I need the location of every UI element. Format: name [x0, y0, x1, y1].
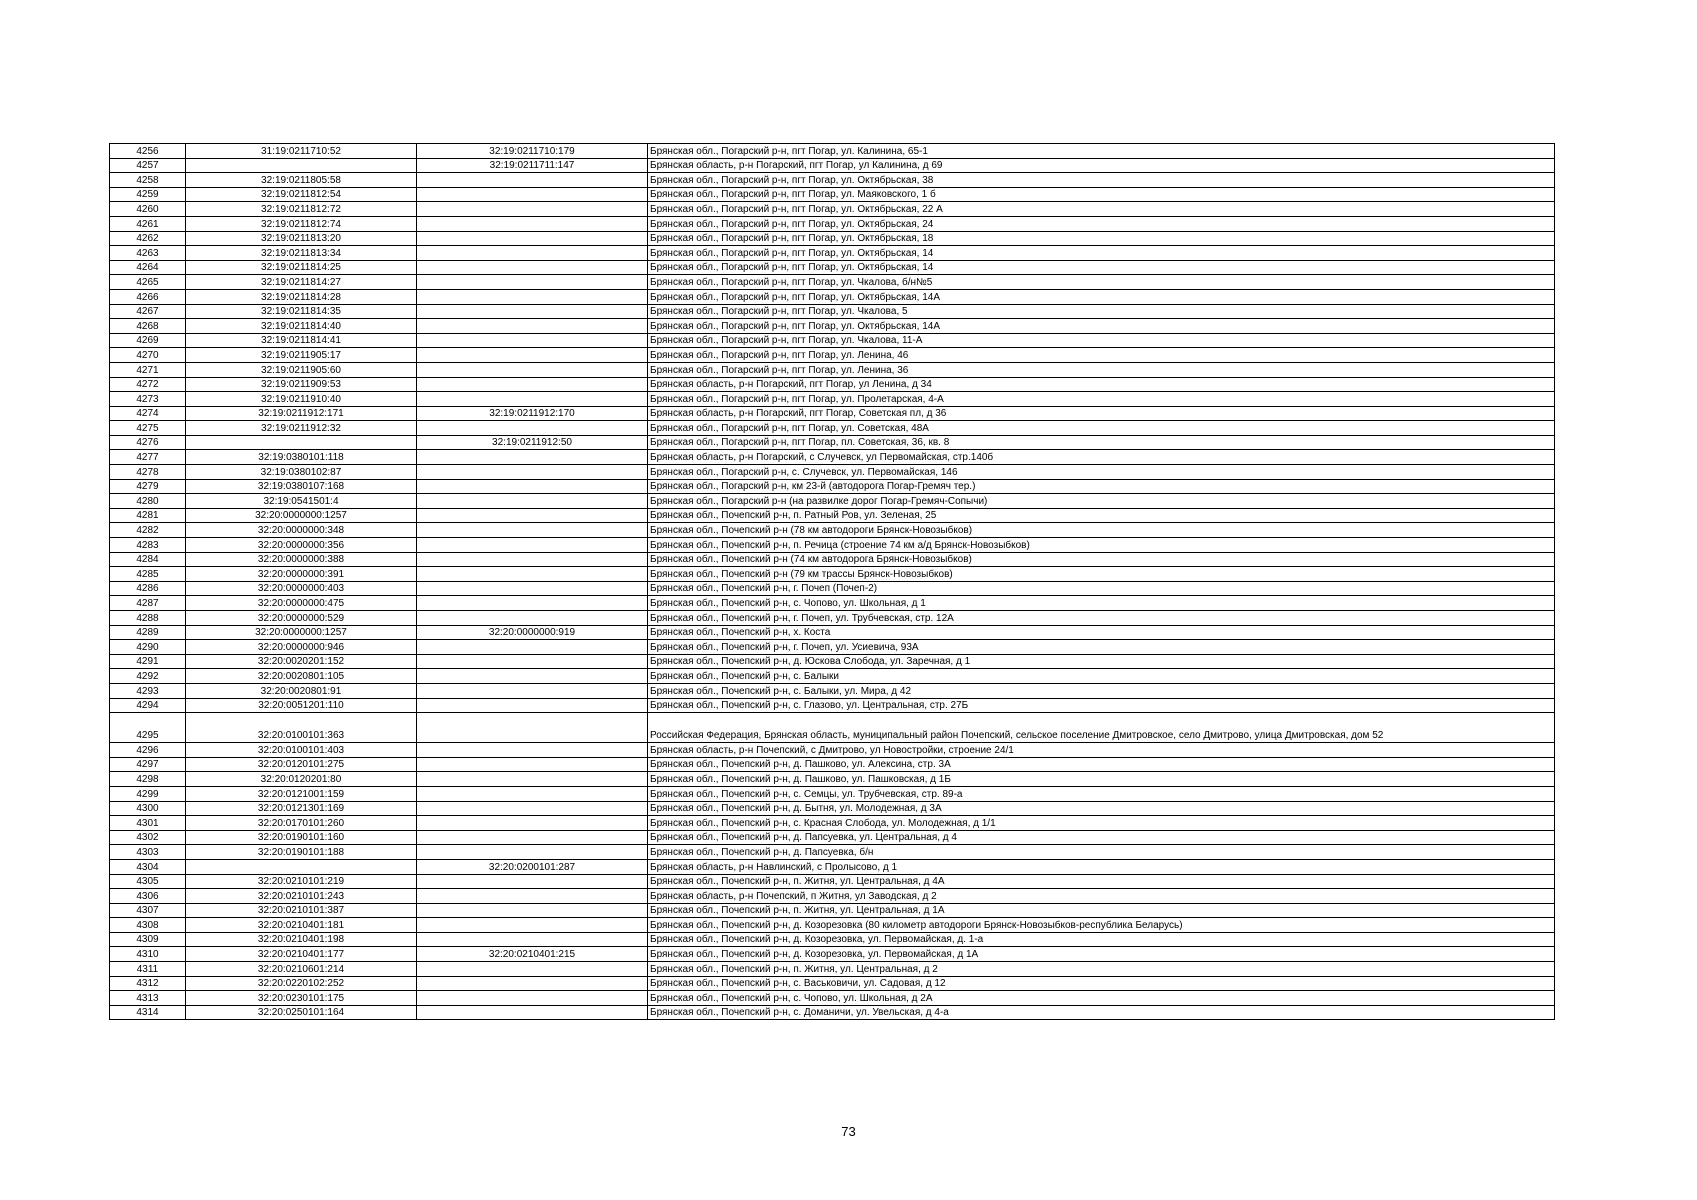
row-number-cell: 4285	[110, 567, 186, 582]
secondary-cadastral-number-cell: 32:20:0200101:287	[417, 859, 648, 874]
table-row	[110, 698, 1555, 713]
address-cell: Брянская обл., Погарский р-н, пгт Погар, ул. Чкалова, б/н№5	[648, 275, 1555, 290]
address-cell: Брянская обл., Почепский р-н, г. Почеп, ул. Усиевича, 93А	[648, 640, 1555, 655]
address-cell: Брянская область, р-н Погарский, пгт Погар, ул Ленина, д 34	[648, 377, 1555, 392]
secondary-cadastral-number-cell	[417, 654, 648, 669]
row-number-cell: 4272	[110, 377, 186, 392]
secondary-cadastral-number-cell	[417, 640, 648, 655]
address-cell: Брянская обл., Почепский р-н, д. Пашково, ул. Пашковская, д 1Б	[648, 772, 1555, 787]
table-row	[110, 362, 1555, 377]
table-row	[110, 406, 1555, 421]
row-number-cell: 4277	[110, 450, 186, 465]
secondary-cadastral-number-cell	[417, 683, 648, 698]
table-row	[110, 611, 1555, 626]
registry-table	[109, 143, 1555, 1020]
cadastral-number-cell: 32:19:0541501:4	[186, 494, 417, 509]
address-cell: Брянская обл., Почепский р-н, д. Папсуевка, ул. Центральная, д 4	[648, 830, 1555, 845]
table-row	[110, 187, 1555, 202]
cadastral-number-cell: 32:20:0000000:391	[186, 567, 417, 582]
table-row	[110, 552, 1555, 567]
table-row	[110, 581, 1555, 596]
table-row	[110, 435, 1555, 450]
address-cell: Брянская обл., Почепский р-н, с. Васьковичи, ул. Садовая, д 12	[648, 976, 1555, 991]
cadastral-number-cell: 32:19:0211805:58	[186, 173, 417, 188]
table-row	[110, 231, 1555, 246]
secondary-cadastral-number-cell	[417, 991, 648, 1006]
cadastral-number-cell: 32:20:0000000:356	[186, 538, 417, 553]
address-cell: Брянская обл., Почепский р-н, х. Коста	[648, 625, 1555, 640]
table-row	[110, 991, 1555, 1006]
cadastral-number-cell: 32:20:0121001:159	[186, 786, 417, 801]
row-number-cell: 4270	[110, 348, 186, 363]
cadastral-number-cell: 32:20:0121301:169	[186, 801, 417, 816]
cadastral-number-cell: 32:19:0211909:53	[186, 377, 417, 392]
document-page	[109, 143, 1554, 1020]
cadastral-number-cell: 32:19:0211905:17	[186, 348, 417, 363]
row-number-cell: 4257	[110, 158, 186, 173]
table-row	[110, 772, 1555, 787]
address-cell: Брянская обл., Почепский р-н (79 км трассы Брянск-Новозыбков)	[648, 567, 1555, 582]
table-row	[110, 903, 1555, 918]
secondary-cadastral-number-cell	[417, 289, 648, 304]
cadastral-number-cell: 32:19:0211814:25	[186, 260, 417, 275]
row-number-cell: 4311	[110, 962, 186, 977]
table-row	[110, 801, 1555, 816]
row-number-cell: 4271	[110, 362, 186, 377]
table-row	[110, 377, 1555, 392]
row-number-cell: 4287	[110, 596, 186, 611]
address-cell: Брянская обл., Почепский р-н, с. Балыки	[648, 669, 1555, 684]
secondary-cadastral-number-cell	[417, 319, 648, 334]
row-number-cell: 4286	[110, 581, 186, 596]
secondary-cadastral-number-cell	[417, 801, 648, 816]
row-number-cell: 4297	[110, 757, 186, 772]
cadastral-number-cell: 32:20:0210401:198	[186, 932, 417, 947]
table-row	[110, 743, 1555, 758]
row-number-cell: 4308	[110, 918, 186, 933]
address-cell: Брянская обл., Погарский р-н, пгт Погар, ул. Октябрьская, 14А	[648, 289, 1555, 304]
table-row	[110, 567, 1555, 582]
address-cell: Брянская обл., Погарский р-н, пгт Погар, ул. Чкалова, 11-А	[648, 333, 1555, 348]
cadastral-number-cell: 32:19:0211813:34	[186, 246, 417, 261]
row-number-cell: 4290	[110, 640, 186, 655]
cadastral-number-cell: 32:19:0211814:27	[186, 275, 417, 290]
address-cell: Брянская обл., Погарский р-н, пгт Погар, ул. Октябрьская, 14А	[648, 319, 1555, 334]
table-row	[110, 275, 1555, 290]
table-row	[110, 713, 1555, 743]
table-row	[110, 260, 1555, 275]
cadastral-number-cell: 32:20:0220102:252	[186, 976, 417, 991]
table-row	[110, 625, 1555, 640]
address-cell: Брянская обл., Почепский р-н, с. Доманичи, ул. Увельская, д 4-а	[648, 1005, 1555, 1020]
address-cell: Брянская обл., Погарский р-н, пгт Погар, ул. Октябрьская, 18	[648, 231, 1555, 246]
table-row	[110, 757, 1555, 772]
address-cell: Брянская обл., Почепский р-н, п. Житня, ул. Центральная, д 4А	[648, 874, 1555, 889]
row-number-cell: 4278	[110, 465, 186, 480]
row-number-cell: 4294	[110, 698, 186, 713]
secondary-cadastral-number-cell: 32:19:0211912:170	[417, 406, 648, 421]
secondary-cadastral-number-cell	[417, 275, 648, 290]
row-number-cell: 4267	[110, 304, 186, 319]
cadastral-number-cell: 32:20:0210101:243	[186, 889, 417, 904]
address-cell: Брянская обл., Почепский р-н, п. Житня, ул. Центральная, д 1А	[648, 903, 1555, 918]
secondary-cadastral-number-cell	[417, 698, 648, 713]
cadastral-number-cell: 32:19:0211814:40	[186, 319, 417, 334]
cadastral-number-cell: 32:19:0211912:32	[186, 421, 417, 436]
secondary-cadastral-number-cell	[417, 348, 648, 363]
cadastral-number-cell: 32:20:0020801:105	[186, 669, 417, 684]
table-row	[110, 494, 1555, 509]
row-number-cell: 4305	[110, 874, 186, 889]
table-row	[110, 348, 1555, 363]
secondary-cadastral-number-cell	[417, 362, 648, 377]
row-number-cell: 4280	[110, 494, 186, 509]
cadastral-number-cell: 32:19:0211912:171	[186, 406, 417, 421]
secondary-cadastral-number-cell	[417, 932, 648, 947]
cadastral-number-cell: 32:19:0211814:28	[186, 289, 417, 304]
table-row	[110, 450, 1555, 465]
address-cell: Брянская область, р-н Почепский, с Дмитрово, ул Новостройки, строение 24/1	[648, 743, 1555, 758]
address-cell: Брянская обл., Почепский р-н, д. Папсуевка, б/н	[648, 845, 1555, 860]
table-row	[110, 202, 1555, 217]
address-cell: Брянская обл., Погарский р-н, км 23-й (автодорога Погар-Гремяч тер.)	[648, 479, 1555, 494]
address-cell: Брянская обл., Погарский р-н, пгт Погар, ул. Октябрьская, 22 А	[648, 202, 1555, 217]
table-row	[110, 830, 1555, 845]
table-row	[110, 859, 1555, 874]
address-cell: Российская Федерация, Брянская область, муниципальный район Почепский, сельское поселение Дмитровское, село Дмитрово, улица Дмитровская, дом 52	[648, 713, 1555, 743]
row-number-cell: 4296	[110, 743, 186, 758]
address-cell: Брянская обл., Погарский р-н, пгт Погар, пл. Советская, 36, кв. 8	[648, 435, 1555, 450]
row-number-cell: 4269	[110, 333, 186, 348]
secondary-cadastral-number-cell	[417, 976, 648, 991]
cadastral-number-cell: 32:20:0210601:214	[186, 962, 417, 977]
address-cell: Брянская обл., Почепский р-н, д. Юскова Слобода, ул. Заречная, д 1	[648, 654, 1555, 669]
row-number-cell: 4293	[110, 683, 186, 698]
address-cell: Брянская обл., Погарский р-н (на развилке дорог Погар-Гремяч-Сопычи)	[648, 494, 1555, 509]
secondary-cadastral-number-cell	[417, 611, 648, 626]
secondary-cadastral-number-cell	[417, 830, 648, 845]
table-row	[110, 947, 1555, 962]
address-cell: Брянская обл., Погарский р-н, пгт Погар, ул. Советская, 48А	[648, 421, 1555, 436]
secondary-cadastral-number-cell	[417, 567, 648, 582]
secondary-cadastral-number-cell	[417, 596, 648, 611]
address-cell: Брянская обл., Погарский р-н, пгт Погар, ул. Октябрьская, 38	[648, 173, 1555, 188]
row-number-cell: 4260	[110, 202, 186, 217]
secondary-cadastral-number-cell	[417, 772, 648, 787]
cadastral-number-cell: 32:20:0190101:188	[186, 845, 417, 860]
secondary-cadastral-number-cell	[417, 962, 648, 977]
cadastral-number-cell: 32:20:0000000:529	[186, 611, 417, 626]
row-number-cell: 4302	[110, 830, 186, 845]
address-cell: Брянская область, р-н Погарский, пгт Погар, ул Калинина, д 69	[648, 158, 1555, 173]
cadastral-number-cell	[186, 158, 417, 173]
secondary-cadastral-number-cell	[417, 786, 648, 801]
secondary-cadastral-number-cell	[417, 494, 648, 509]
cadastral-number-cell: 32:20:0190101:160	[186, 830, 417, 845]
secondary-cadastral-number-cell	[417, 173, 648, 188]
cadastral-number-cell: 32:20:0020201:152	[186, 654, 417, 669]
secondary-cadastral-number-cell	[417, 377, 648, 392]
cadastral-number-cell	[186, 435, 417, 450]
row-number-cell: 4279	[110, 479, 186, 494]
cadastral-number-cell: 32:19:0211812:74	[186, 216, 417, 231]
secondary-cadastral-number-cell	[417, 421, 648, 436]
cadastral-number-cell: 32:20:0120101:275	[186, 757, 417, 772]
address-cell: Брянская обл., Почепский р-н, с. Чопово, ул. Школьная, д 2А	[648, 991, 1555, 1006]
secondary-cadastral-number-cell	[417, 845, 648, 860]
secondary-cadastral-number-cell	[417, 216, 648, 231]
cadastral-number-cell: 32:20:0000000:1257	[186, 625, 417, 640]
row-number-cell: 4291	[110, 654, 186, 669]
secondary-cadastral-number-cell	[417, 246, 648, 261]
secondary-cadastral-number-cell: 32:19:0211912:50	[417, 435, 648, 450]
cadastral-number-cell: 32:20:0000000:946	[186, 640, 417, 655]
cadastral-number-cell: 32:20:0250101:164	[186, 1005, 417, 1020]
address-cell: Брянская обл., Почепский р-н, д. Пашково, ул. Алексина, стр. 3А	[648, 757, 1555, 772]
cadastral-number-cell: 32:19:0380101:118	[186, 450, 417, 465]
secondary-cadastral-number-cell	[417, 743, 648, 758]
cadastral-number-cell: 32:20:0000000:1257	[186, 508, 417, 523]
page-number: 73	[841, 1124, 856, 1139]
cadastral-number-cell: 32:20:0170101:260	[186, 816, 417, 831]
row-number-cell: 4273	[110, 392, 186, 407]
table-row	[110, 319, 1555, 334]
address-cell: Брянская обл., Погарский р-н, пгт Погар, ул. Калинина, 65-1	[648, 144, 1555, 159]
cadastral-number-cell: 32:20:0210401:181	[186, 918, 417, 933]
secondary-cadastral-number-cell: 32:20:0000000:919	[417, 625, 648, 640]
table-row	[110, 596, 1555, 611]
address-cell: Брянская обл., Погарский р-н, пгт Погар, ул. Пролетарская, 4-А	[648, 392, 1555, 407]
row-number-cell: 4256	[110, 144, 186, 159]
table-row	[110, 333, 1555, 348]
table-row	[110, 465, 1555, 480]
cadastral-number-cell: 32:20:0210101:387	[186, 903, 417, 918]
row-number-cell: 4258	[110, 173, 186, 188]
row-number-cell: 4304	[110, 859, 186, 874]
secondary-cadastral-number-cell	[417, 757, 648, 772]
row-number-cell: 4265	[110, 275, 186, 290]
address-cell: Брянская обл., Погарский р-н, пгт Погар, ул. Чкалова, 5	[648, 304, 1555, 319]
secondary-cadastral-number-cell	[417, 465, 648, 480]
table-row	[110, 1005, 1555, 1020]
table-row	[110, 918, 1555, 933]
cadastral-number-cell	[186, 859, 417, 874]
table-row	[110, 683, 1555, 698]
address-cell: Брянская обл., Погарский р-н, пгт Погар, ул. Ленина, 46	[648, 348, 1555, 363]
secondary-cadastral-number-cell	[417, 508, 648, 523]
cadastral-number-cell: 32:20:0000000:388	[186, 552, 417, 567]
cadastral-number-cell: 32:20:0020801:91	[186, 683, 417, 698]
cadastral-number-cell: 32:20:0120201:80	[186, 772, 417, 787]
secondary-cadastral-number-cell	[417, 889, 648, 904]
row-number-cell: 4283	[110, 538, 186, 553]
address-cell: Брянская обл., Почепский р-н, с. Красная Слобода, ул. Молодежная, д 1/1	[648, 816, 1555, 831]
registry-table-body	[110, 144, 1555, 1020]
address-cell: Брянская обл., Почепский р-н, с. Глазово, ул. Центральная, стр. 27Б	[648, 698, 1555, 713]
cadastral-number-cell: 32:20:0000000:475	[186, 596, 417, 611]
table-row	[110, 144, 1555, 159]
secondary-cadastral-number-cell	[417, 538, 648, 553]
address-cell: Брянская обл., Почепский р-н, д. Бытня, ул. Молодежная, д 3А	[648, 801, 1555, 816]
secondary-cadastral-number-cell: 32:19:0211710:179	[417, 144, 648, 159]
cadastral-number-cell: 32:20:0051201:110	[186, 698, 417, 713]
table-row	[110, 158, 1555, 173]
table-row	[110, 962, 1555, 977]
address-cell: Брянская обл., Почепский р-н (74 км автодорога Брянск-Новозыбков)	[648, 552, 1555, 567]
secondary-cadastral-number-cell	[417, 552, 648, 567]
row-number-cell: 4264	[110, 260, 186, 275]
row-number-cell: 4303	[110, 845, 186, 860]
cadastral-number-cell: 32:20:0100101:403	[186, 743, 417, 758]
table-row	[110, 816, 1555, 831]
row-number-cell: 4275	[110, 421, 186, 436]
row-number-cell: 4295	[110, 713, 186, 743]
table-row	[110, 289, 1555, 304]
secondary-cadastral-number-cell	[417, 260, 648, 275]
address-cell: Брянская область, р-н Погарский, с Случевск, ул Первомайская, стр.140б	[648, 450, 1555, 465]
row-number-cell: 4301	[110, 816, 186, 831]
secondary-cadastral-number-cell	[417, 304, 648, 319]
row-number-cell: 4309	[110, 932, 186, 947]
table-row	[110, 669, 1555, 684]
table-row	[110, 479, 1555, 494]
row-number-cell: 4312	[110, 976, 186, 991]
cadastral-number-cell: 32:19:0211812:54	[186, 187, 417, 202]
table-row	[110, 654, 1555, 669]
row-number-cell: 4268	[110, 319, 186, 334]
row-number-cell: 4276	[110, 435, 186, 450]
table-row	[110, 216, 1555, 231]
address-cell: Брянская область, р-н Погарский, пгт Погар, Советская пл, д 36	[648, 406, 1555, 421]
secondary-cadastral-number-cell	[417, 231, 648, 246]
address-cell: Брянская обл., Погарский р-н, с. Случевск, ул. Первомайская, 146	[648, 465, 1555, 480]
row-number-cell: 4263	[110, 246, 186, 261]
row-number-cell: 4298	[110, 772, 186, 787]
row-number-cell: 4259	[110, 187, 186, 202]
address-cell: Брянская обл., Почепский р-н, г. Почеп, ул. Трубчевская, стр. 12А	[648, 611, 1555, 626]
cadastral-number-cell: 32:19:0211905:60	[186, 362, 417, 377]
cadastral-number-cell: 32:19:0211910:40	[186, 392, 417, 407]
row-number-cell: 4261	[110, 216, 186, 231]
cadastral-number-cell: 32:19:0211813:20	[186, 231, 417, 246]
address-cell: Брянская обл., Почепский р-н, д. Козорезовка, ул. Первомайская, д 1А	[648, 947, 1555, 962]
row-number-cell: 4299	[110, 786, 186, 801]
row-number-cell: 4292	[110, 669, 186, 684]
row-number-cell: 4310	[110, 947, 186, 962]
table-row	[110, 392, 1555, 407]
address-cell: Брянская обл., Погарский р-н, пгт Погар, ул. Ленина, 36	[648, 362, 1555, 377]
secondary-cadastral-number-cell	[417, 523, 648, 538]
address-cell: Брянская обл., Погарский р-н, пгт Погар, ул. Октябрьская, 14	[648, 246, 1555, 261]
row-number-cell: 4274	[110, 406, 186, 421]
secondary-cadastral-number-cell	[417, 918, 648, 933]
secondary-cadastral-number-cell	[417, 1005, 648, 1020]
cadastral-number-cell: 32:19:0211812:72	[186, 202, 417, 217]
secondary-cadastral-number-cell	[417, 816, 648, 831]
secondary-cadastral-number-cell	[417, 903, 648, 918]
secondary-cadastral-number-cell	[417, 450, 648, 465]
table-row	[110, 421, 1555, 436]
secondary-cadastral-number-cell	[417, 581, 648, 596]
table-row	[110, 889, 1555, 904]
row-number-cell: 4262	[110, 231, 186, 246]
cadastral-number-cell: 32:19:0380102:87	[186, 465, 417, 480]
row-number-cell: 4282	[110, 523, 186, 538]
table-row	[110, 508, 1555, 523]
cadastral-number-cell: 32:20:0210101:219	[186, 874, 417, 889]
table-row	[110, 976, 1555, 991]
address-cell: Брянская обл., Почепский р-н, д. Козорезовка, ул. Первомайская, д. 1-а	[648, 932, 1555, 947]
row-number-cell: 4306	[110, 889, 186, 904]
address-cell: Брянская обл., Почепский р-н, с. Семцы, ул. Трубчевская, стр. 89-а	[648, 786, 1555, 801]
address-cell: Брянская обл., Почепский р-н, д. Козорезовка (80 километр автодороги Брянск-Новозыбков-республика Беларусь)	[648, 918, 1555, 933]
cadastral-number-cell: 32:19:0380107:168	[186, 479, 417, 494]
table-row	[110, 304, 1555, 319]
table-row	[110, 538, 1555, 553]
cadastral-number-cell: 32:20:0000000:348	[186, 523, 417, 538]
address-cell: Брянская обл., Почепский р-н, с. Балыки, ул. Мира, д 42	[648, 683, 1555, 698]
secondary-cadastral-number-cell	[417, 202, 648, 217]
cadastral-number-cell: 32:20:0000000:403	[186, 581, 417, 596]
address-cell: Брянская обл., Почепский р-н, г. Почеп (Почеп-2)	[648, 581, 1555, 596]
table-row	[110, 640, 1555, 655]
address-cell: Брянская обл., Погарский р-н, пгт Погар, ул. Маяковского, 1 б	[648, 187, 1555, 202]
secondary-cadastral-number-cell: 32:19:0211711:147	[417, 158, 648, 173]
address-cell: Брянская обл., Почепский р-н, п. Ратный Ров, ул. Зеленая, 25	[648, 508, 1555, 523]
cadastral-number-cell: 32:20:0230101:175	[186, 991, 417, 1006]
address-cell: Брянская обл., Почепский р-н, п. Житня, ул. Центральная, д 2	[648, 962, 1555, 977]
secondary-cadastral-number-cell	[417, 713, 648, 743]
address-cell: Брянская обл., Погарский р-н, пгт Погар, ул. Октябрьская, 14	[648, 260, 1555, 275]
row-number-cell: 4313	[110, 991, 186, 1006]
cadastral-number-cell: 32:20:0210401:177	[186, 947, 417, 962]
row-number-cell: 4266	[110, 289, 186, 304]
address-cell: Брянская область, р-н Навлинский, с Пролысово, д 1	[648, 859, 1555, 874]
row-number-cell: 4284	[110, 552, 186, 567]
secondary-cadastral-number-cell	[417, 333, 648, 348]
secondary-cadastral-number-cell	[417, 392, 648, 407]
address-cell: Брянская обл., Погарский р-н, пгт Погар, ул. Октябрьская, 24	[648, 216, 1555, 231]
cadastral-number-cell: 32:19:0211814:35	[186, 304, 417, 319]
secondary-cadastral-number-cell: 32:20:0210401:215	[417, 947, 648, 962]
secondary-cadastral-number-cell	[417, 479, 648, 494]
row-number-cell: 4288	[110, 611, 186, 626]
table-row	[110, 786, 1555, 801]
row-number-cell: 4314	[110, 1005, 186, 1020]
row-number-cell: 4281	[110, 508, 186, 523]
secondary-cadastral-number-cell	[417, 187, 648, 202]
address-cell: Брянская область, р-н Почепский, п Житня, ул Заводская, д 2	[648, 889, 1555, 904]
row-number-cell: 4289	[110, 625, 186, 640]
cadastral-number-cell: 32:19:0211814:41	[186, 333, 417, 348]
row-number-cell: 4300	[110, 801, 186, 816]
table-row	[110, 874, 1555, 889]
table-row	[110, 932, 1555, 947]
cadastral-number-cell: 31:19:0211710:52	[186, 144, 417, 159]
address-cell: Брянская обл., Почепский р-н, с. Чопово, ул. Школьная, д 1	[648, 596, 1555, 611]
cadastral-number-cell: 32:20:0100101:363	[186, 713, 417, 743]
secondary-cadastral-number-cell	[417, 874, 648, 889]
table-row	[110, 246, 1555, 261]
table-row	[110, 523, 1555, 538]
table-row	[110, 173, 1555, 188]
secondary-cadastral-number-cell	[417, 669, 648, 684]
row-number-cell: 4307	[110, 903, 186, 918]
table-row	[110, 845, 1555, 860]
address-cell: Брянская обл., Почепский р-н, п. Речица (строение 74 км а/д Брянск-Новозыбков)	[648, 538, 1555, 553]
address-cell: Брянская обл., Почепский р-н (78 км автодороги Брянск-Новозыбков)	[648, 523, 1555, 538]
